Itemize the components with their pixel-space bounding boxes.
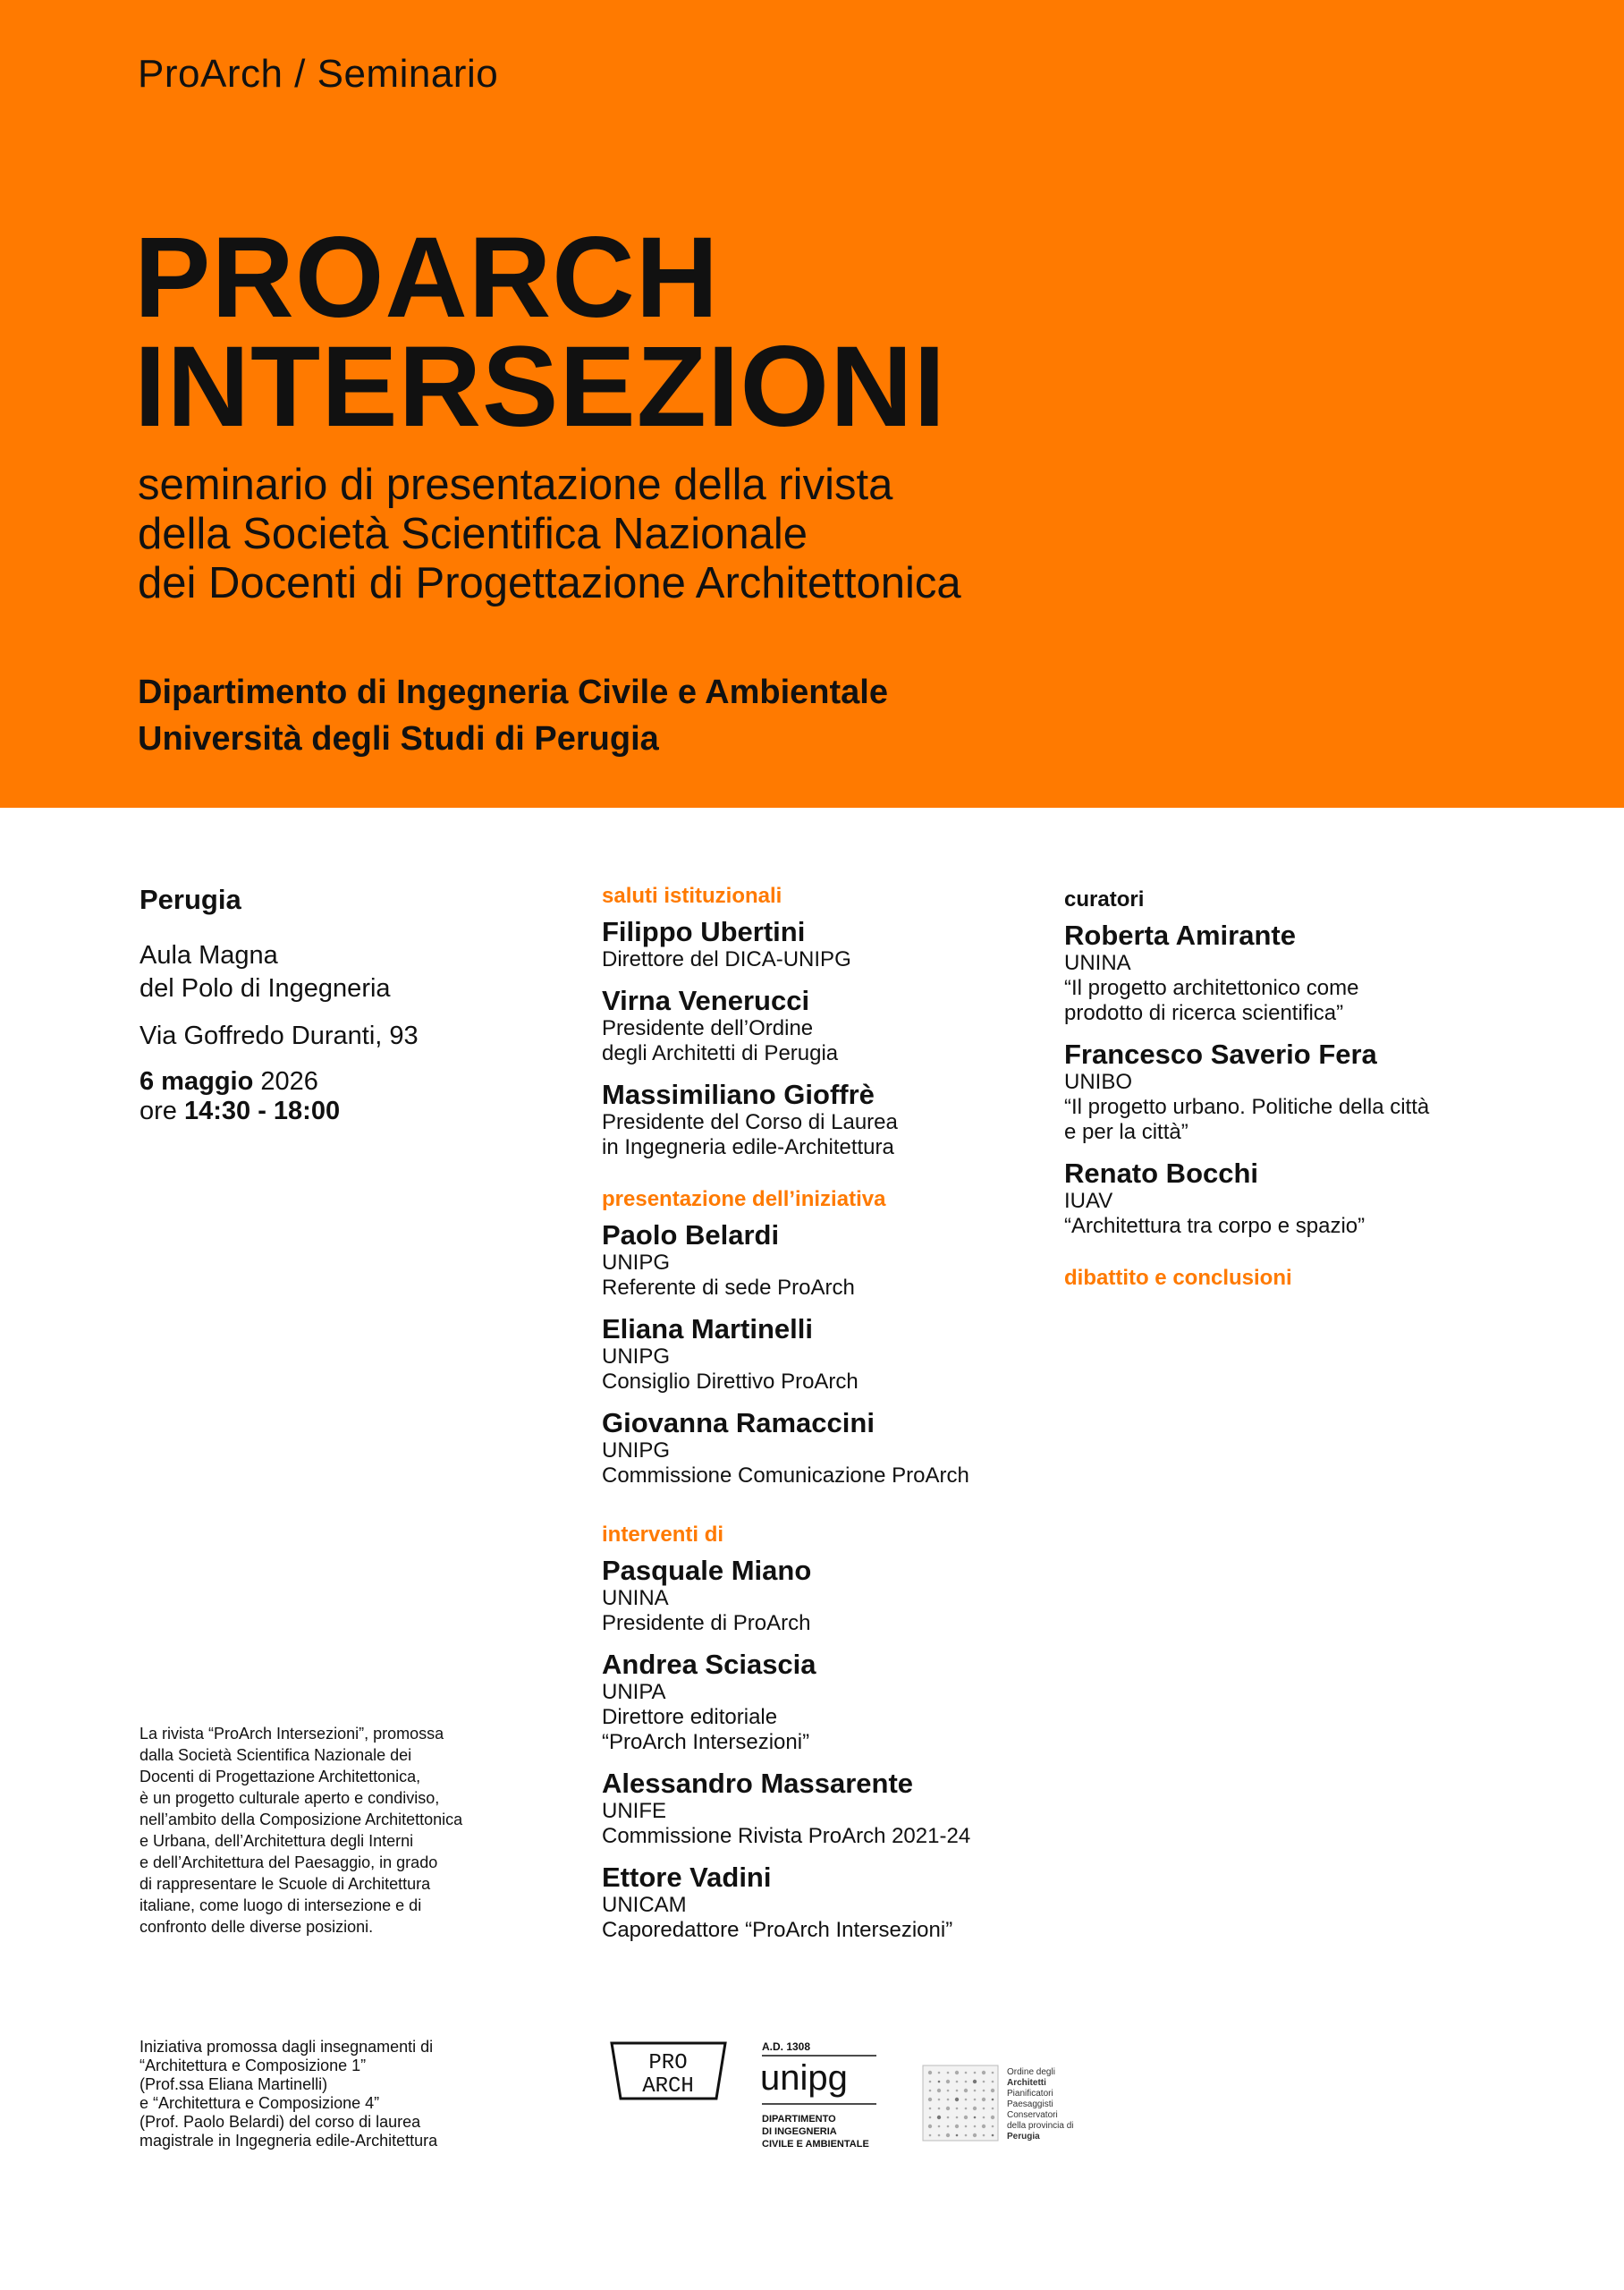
speaker-entry — [602, 1649, 1049, 1755]
ordine-grid-icon — [923, 2065, 998, 2141]
header-banner — [0, 0, 1624, 808]
venue-line: del Polo di Ingegneria — [140, 974, 391, 1003]
speaker-entry — [1064, 1158, 1529, 1239]
about-line: italiane, come luogo di intersezione e di — [140, 1896, 422, 1914]
speaker-name: Giovanna Ramaccini — [602, 1407, 875, 1438]
unipg-year: A.D. 1308 — [762, 2040, 811, 2053]
speaker-entry — [1064, 920, 1529, 1026]
event-time — [140, 1097, 533, 1126]
event-date — [140, 1067, 533, 1097]
speaker-role: Consiglio Direttivo ProArch — [602, 1370, 859, 1394]
section-label-saluti: saluti istituzionali — [602, 884, 782, 908]
speaker-role: “ProArch Intersezioni” — [602, 1730, 810, 1754]
event-city: Perugia — [140, 884, 241, 915]
about-line: dalla Società Scientifica Nazionale dei — [140, 1746, 412, 1764]
section-label-interventi: interventi di — [602, 1522, 724, 1547]
speaker-name: Virna Venerucci — [602, 985, 810, 1016]
ordine-line: Conservatori — [1007, 2110, 1058, 2120]
speaker-role: UNIPA — [602, 1680, 666, 1704]
promo-line: (Prof.ssa Eliana Martinelli) — [140, 2075, 328, 2093]
event-info — [140, 884, 533, 1126]
speaker-role: Presidente dell’Ordine — [602, 1016, 814, 1040]
speaker-role: UNIBO — [1064, 1070, 1133, 1094]
speaker-role: “Architettura tra corpo e spazio” — [1064, 1214, 1366, 1238]
venue-line: Aula Magna — [140, 941, 278, 970]
promo-text — [140, 2038, 515, 2150]
speaker-name: Paolo Belardi — [602, 1219, 780, 1251]
speaker-name: Pasquale Miano — [602, 1555, 812, 1586]
presentazione-list — [602, 1219, 1049, 1488]
speaker-role: UNINA — [1064, 951, 1131, 975]
promo-line: “Architettura e Composizione 1” — [140, 2057, 367, 2074]
speaker-role: prodotto di ricerca scientifica” — [1064, 1001, 1344, 1025]
program-column — [602, 884, 1049, 1955]
about-line: è un progetto culturale aperto e condiviso, — [140, 1789, 440, 1807]
about-line: e Urbana, dell’Architettura degli Interni — [140, 1832, 414, 1850]
speaker-role: UNIPG — [602, 1344, 671, 1369]
speaker-role: Direttore del DICA-UNIPG — [602, 947, 851, 971]
speaker-entry — [602, 1768, 1049, 1849]
speaker-name: Roberta Amirante — [1064, 920, 1296, 951]
about-line: di rappresentare le Scuole di Architettura — [140, 1875, 431, 1893]
curators-column — [1064, 887, 1529, 1298]
ordine-logo — [921, 2062, 1100, 2142]
speaker-entry — [602, 1407, 1049, 1488]
ordine-line: Perugia — [1007, 2132, 1040, 2142]
speaker-role: UNIFE — [602, 1799, 666, 1823]
about-line: nell’ambito della Composizione Architettonica — [140, 1811, 463, 1828]
speaker-entry — [602, 985, 1049, 1066]
date-day: 6 maggio — [140, 1067, 254, 1096]
unipg-name: unipg — [760, 2058, 848, 2098]
ordine-line: Architetti — [1007, 2078, 1046, 2088]
speaker-role: UNIPG — [602, 1438, 671, 1463]
subtitle — [138, 461, 961, 608]
interventi-list — [602, 1555, 1049, 1943]
saluti-list — [602, 916, 1049, 1160]
institution-line: Dipartimento di Ingegneria Civile e Ambientale — [138, 674, 888, 711]
speaker-name: Eliana Martinelli — [602, 1313, 814, 1344]
unipg-dept-line: DI INGEGNERIA — [762, 2126, 837, 2137]
time-range: 14:30 - 18:00 — [183, 1097, 341, 1125]
speaker-name: Renato Bocchi — [1064, 1158, 1259, 1189]
unipg-dept-line: DIPARTIMENTO — [762, 2114, 836, 2125]
speaker-name: Francesco Saverio Fera — [1064, 1039, 1377, 1070]
subtitle-line: della Società Scientifica Nazionale — [138, 510, 808, 558]
speaker-role: Direttore editoriale — [602, 1705, 778, 1729]
speaker-role: Caporedattore “ProArch Intersezioni” — [602, 1918, 953, 1942]
speaker-role: in Ingegneria edile-Architettura — [602, 1135, 894, 1159]
speaker-entry — [602, 1313, 1049, 1395]
speaker-entry — [602, 1219, 1049, 1301]
speaker-role: e per la città” — [1064, 1120, 1188, 1144]
title-line: PROARCH — [134, 214, 720, 342]
date-year: 2026 — [253, 1067, 318, 1096]
ordine-line: della provincia di — [1007, 2121, 1074, 2131]
speaker-role: Presidente di ProArch — [602, 1611, 811, 1635]
unipg-dept-line: CIVILE E AMBIENTALE — [762, 2139, 869, 2150]
speaker-role: Commissione Rivista ProArch 2021-24 — [602, 1824, 971, 1848]
speaker-role: “Il progetto urbano. Politiche della città — [1064, 1095, 1430, 1119]
section-label-presentazione: presentazione dell’iniziativa — [602, 1187, 886, 1211]
promo-line: (Prof. Paolo Belardi) del corso di laurea — [140, 2113, 421, 2131]
speaker-entry — [602, 1555, 1049, 1636]
speaker-role: Commissione Comunicazione ProArch — [602, 1463, 969, 1488]
kicker: ProArch / Seminario — [138, 52, 499, 96]
speaker-name: Filippo Ubertini — [602, 916, 806, 947]
page-title — [134, 214, 947, 451]
speaker-role: UNIPG — [602, 1251, 671, 1275]
ordine-line: Pianificatori — [1007, 2089, 1053, 2099]
subtitle-line: dei Docenti di Progettazione Architettonica — [138, 559, 961, 607]
speaker-role: Presidente del Corso di Laurea — [602, 1110, 898, 1134]
institution-line: Università degli Studi di Perugia — [138, 720, 659, 758]
speaker-entry — [1064, 1039, 1529, 1145]
speaker-name: Alessandro Massarente — [602, 1768, 914, 1799]
speaker-role: Referente di sede ProArch — [602, 1276, 855, 1300]
about-line: La rivista “ProArch Intersezioni”, promossa — [140, 1725, 444, 1743]
section-label-curatori: curatori — [1064, 887, 1145, 912]
proarch-logo-line1: PRO — [648, 2051, 688, 2075]
about-text — [140, 1723, 515, 1938]
speaker-role: UNICAM — [602, 1893, 687, 1917]
institution — [138, 669, 888, 762]
speaker-entry — [602, 1079, 1049, 1160]
about-line: Docenti di Progettazione Architettonica, — [140, 1768, 421, 1785]
title-line: INTERSEZIONI — [134, 323, 947, 451]
about-line: confronto delle diverse posizioni. — [140, 1918, 374, 1936]
speaker-entry — [602, 1862, 1049, 1943]
curatori-list — [1064, 920, 1529, 1239]
section-label-dibattito: dibattito e conclusioni — [1064, 1266, 1292, 1290]
speaker-role: IUAV — [1064, 1189, 1113, 1213]
proarch-logo-line2: ARCH — [642, 2074, 694, 2099]
unipg-logo — [760, 2038, 894, 2154]
speaker-role: degli Architetti di Perugia — [602, 1041, 839, 1065]
speaker-name: Andrea Sciascia — [602, 1649, 816, 1680]
about-line: e dell’Architettura del Paesaggio, in grado — [140, 1853, 438, 1871]
subtitle-line: seminario di presentazione della rivista — [138, 461, 893, 509]
speaker-name: Massimiliano Gioffrè — [602, 1079, 875, 1110]
ordine-line: Paesaggisti — [1007, 2099, 1053, 2109]
time-prefix: ore — [140, 1097, 184, 1125]
speaker-name: Ettore Vadini — [602, 1862, 772, 1893]
event-address: Via Goffredo Duranti, 93 — [140, 1022, 419, 1050]
promo-line: e “Architettura e Composizione 4” — [140, 2094, 380, 2112]
proarch-logo — [608, 2040, 729, 2102]
speaker-role: “Il progetto architettonico come — [1064, 976, 1359, 1000]
promo-line: magistrale in Ingegneria edile-Architettura — [140, 2132, 438, 2150]
speaker-role: UNINA — [602, 1586, 669, 1610]
ordine-line: Ordine degli — [1007, 2067, 1055, 2077]
speaker-entry — [602, 916, 1049, 972]
promo-line: Iniziativa promossa dagli insegnamenti di — [140, 2038, 434, 2056]
event-venue — [140, 939, 533, 1005]
